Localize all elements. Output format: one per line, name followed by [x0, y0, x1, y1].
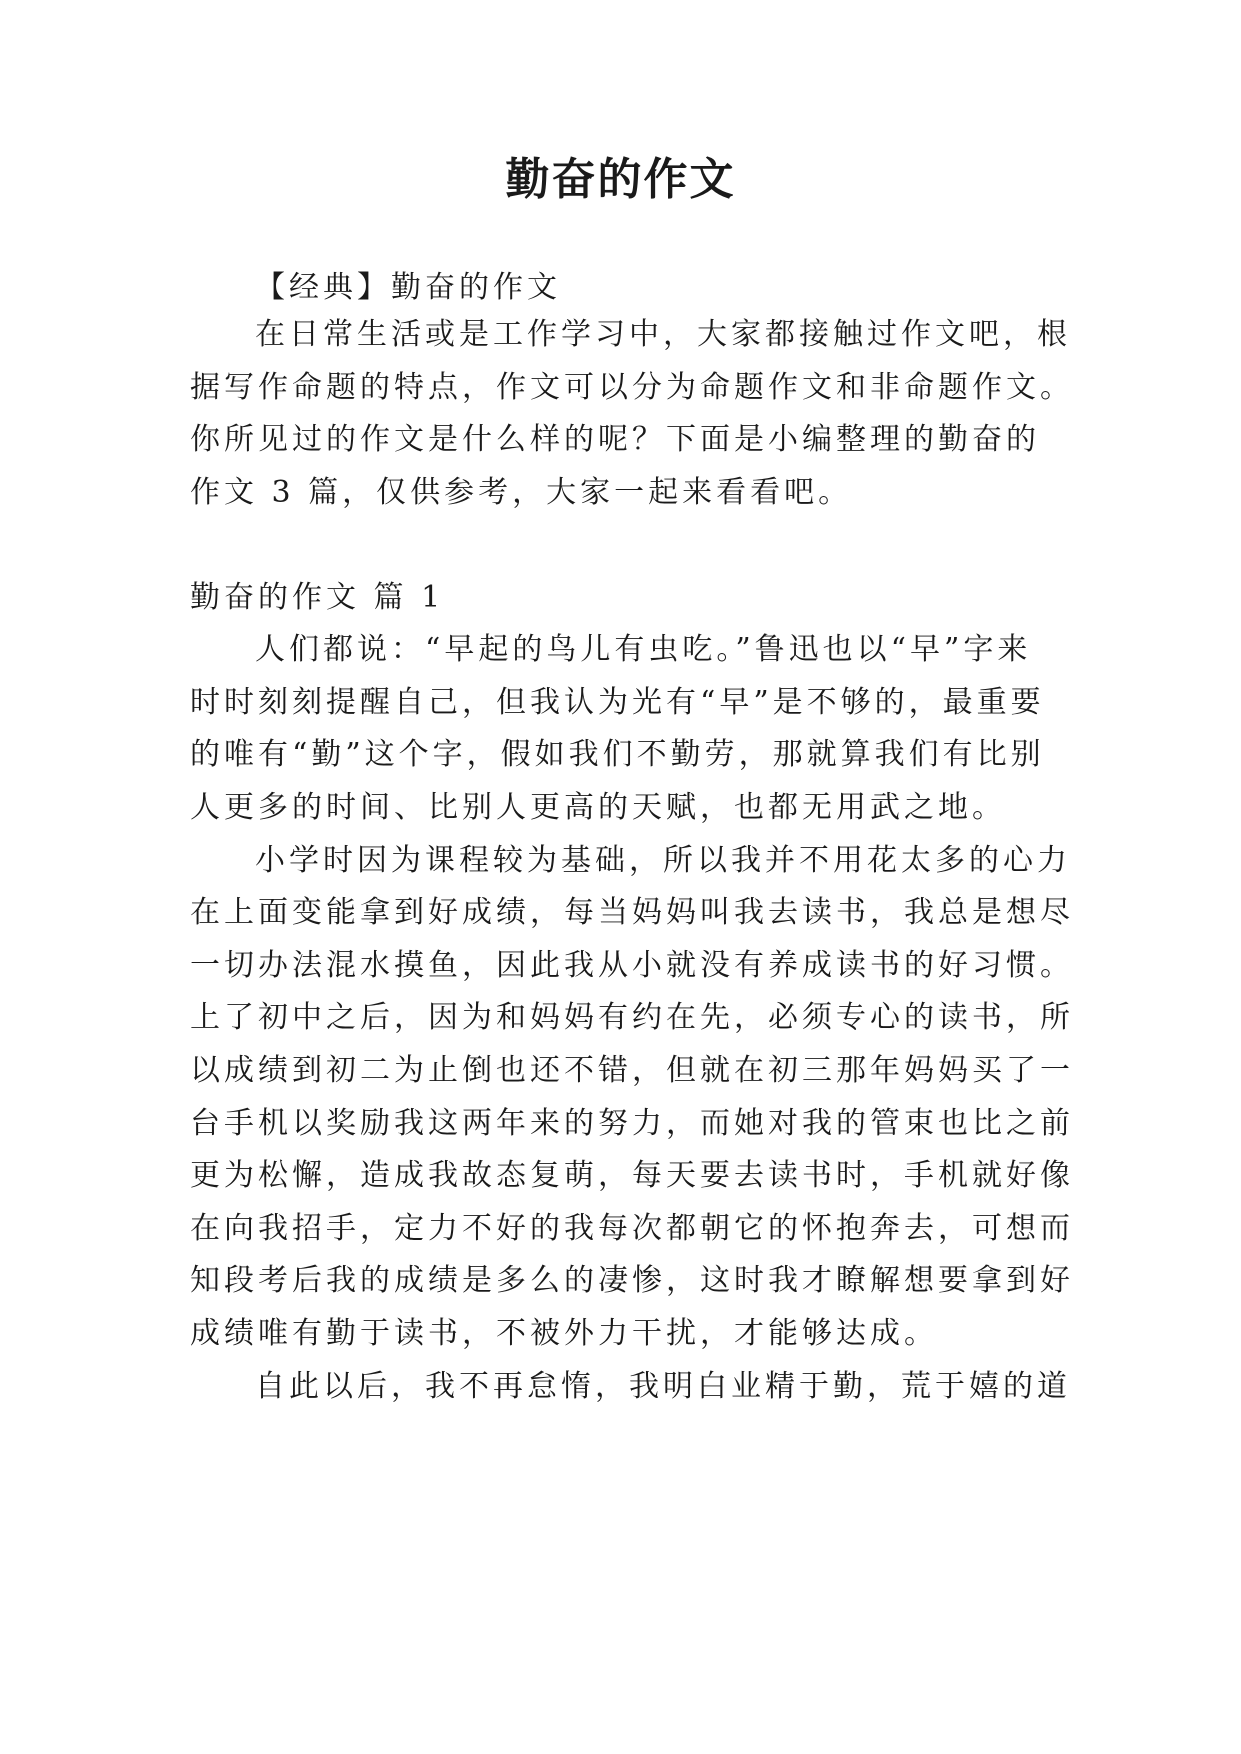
paragraph-line: 成绩唯有勤于读书，不被外力干扰，才能够达成。 — [190, 1316, 938, 1351]
paragraph-line: 在向我招手，定力不好的我每次都朝它的怀抱奔去，可想而 — [190, 1211, 1074, 1246]
paragraph-line: 更为松懈，造成我故态复萌，每天要去读书时，手机就好像 — [190, 1158, 1074, 1193]
intro-heading: 【经典】勤奋的作文 — [255, 270, 561, 305]
paragraph-line: 小学时因为课程较为基础，所以我并不用花太多的心力 — [255, 843, 1071, 878]
paragraph-line: 以成绩到初二为止倒也还不错，但就在初三那年妈妈买了一 — [190, 1053, 1074, 1088]
paragraph-line: 上了初中之后，因为和妈妈有约在先，必须专心的读书，所 — [190, 1000, 1074, 1035]
intro-line: 作文 3 篇，仅供参考，大家一起来看看吧。 — [190, 475, 853, 510]
section-heading: 勤奋的作文 篇 1 — [190, 580, 445, 615]
intro-line: 据写作命题的特点，作文可以分为命题作文和非命题作文。 — [190, 370, 1074, 405]
paragraph-line: 人们都说：“早起的鸟儿有虫吃。”鲁迅也以“早”字来 — [255, 632, 1032, 667]
paragraph-line: 一切办法混水摸鱼，因此我从小就没有养成读书的好习惯。 — [190, 948, 1074, 983]
intro-line: 在日常生活或是工作学习中，大家都接触过作文吧，根 — [255, 317, 1071, 352]
paragraph-line: 知段考后我的成绩是多么的凄惨，这时我才瞭解想要拿到好 — [190, 1263, 1074, 1298]
paragraph-line: 人更多的时间、比别人更高的天赋，也都无用武之地。 — [190, 790, 1006, 825]
intro-line: 你所见过的作文是什么样的呢？下面是小编整理的勤奋的 — [190, 422, 1040, 457]
paragraph-line: 自此以后，我不再怠惰，我明白业精于勤，荒于嬉的道 — [255, 1369, 1071, 1404]
paragraph-line: 台手机以奖励我这两年来的努力，而她对我的管束也比之前 — [190, 1106, 1074, 1141]
document-title: 勤奋的作文 — [505, 154, 736, 205]
paragraph-line: 的唯有“勤”这个字，假如我们不勤劳，那就算我们有比别 — [190, 737, 1045, 772]
paragraph-line: 在上面变能拿到好成绩，每当妈妈叫我去读书，我总是想尽 — [190, 895, 1074, 930]
paragraph-line: 时时刻刻提醒自己，但我认为光有“早”是不够的，最重要 — [190, 685, 1045, 720]
